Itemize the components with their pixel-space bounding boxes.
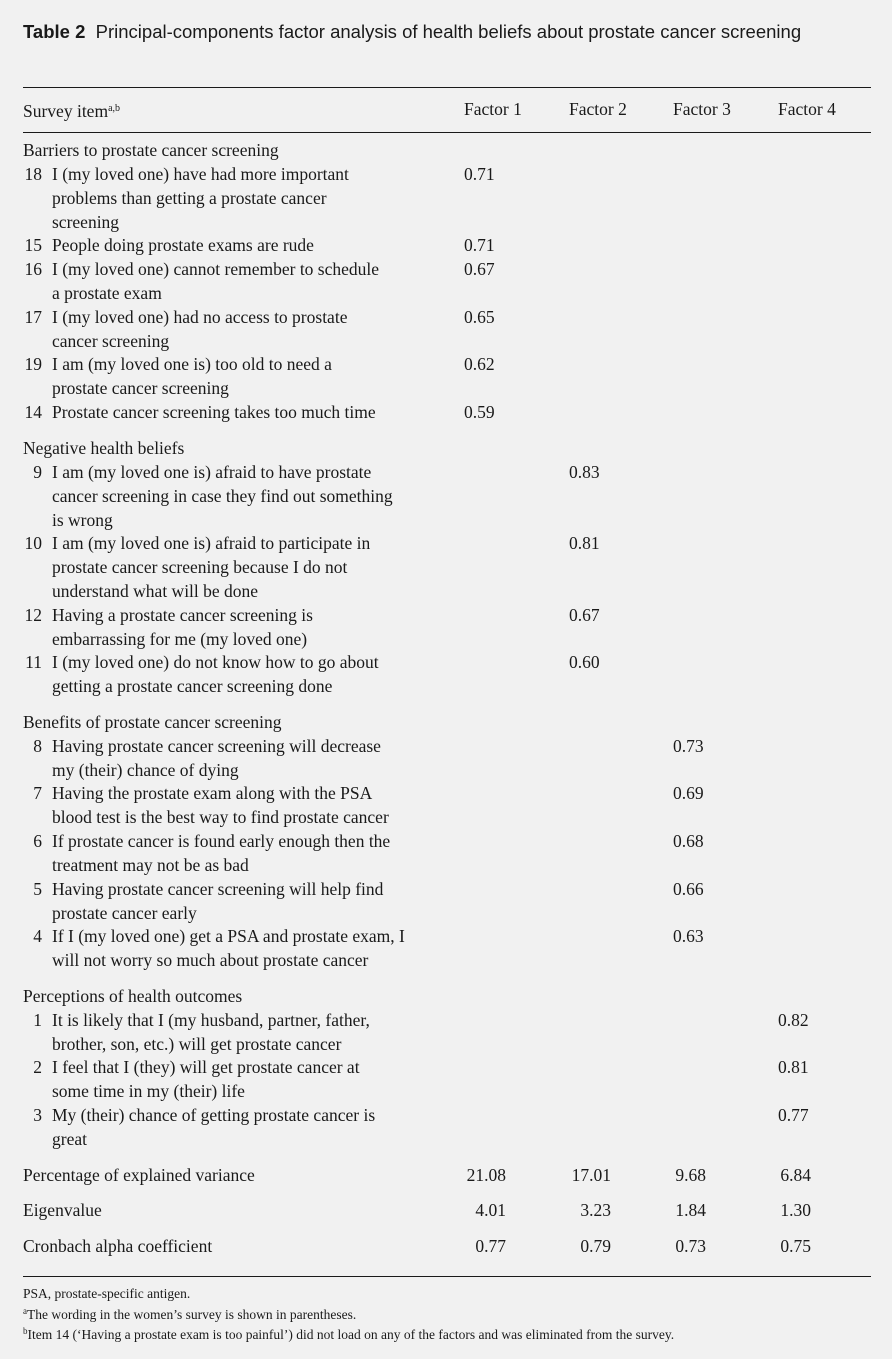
top-rule: [23, 87, 871, 88]
header-factor-4: Factor 4: [778, 99, 836, 119]
item-text: People doing prostate exams are rude: [52, 235, 314, 256]
factor-loading: 0.59: [464, 401, 495, 422]
footnote-a: $^a$The wording in the women’s survey is shown in parentheses.: [23, 1305, 357, 1322]
section-heading: Benefits of prostate cancer screening: [23, 712, 282, 732]
factor-loading: 0.73: [673, 735, 704, 756]
item-text: If prostate cancer is found early enough then the treatment may not be as bad: [52, 831, 391, 875]
item-number: 4: [33, 926, 42, 947]
factor-loading: 0.83: [569, 461, 600, 482]
item-text: I (my loved one) had no access to prostate cancer screening: [52, 306, 348, 351]
summary-value: 6.84: [780, 1165, 811, 1185]
item-number: 8: [33, 735, 42, 756]
summary-value: 4.01: [475, 1200, 506, 1220]
item-text: I feel that I (they) will get prostate cancer at some time in my (their) life: [52, 1057, 360, 1102]
item-text: Having the prostate exam along with the PSA blood test is the best way to find prostate cancer: [52, 783, 389, 828]
item-number: 17: [24, 306, 42, 327]
summary-value: 21.08: [466, 1165, 506, 1185]
factor-loading: 0.77: [778, 1105, 809, 1125]
header-footnote-mark: a,b: [108, 103, 121, 114]
item-number: 14: [24, 401, 42, 422]
item-text: It is likely that I (my husband, partner, father, brother, son, etc.) will get prostate cancer: [52, 1009, 370, 1054]
item-number: 5: [33, 878, 42, 899]
factor-loading: 0.67: [464, 259, 495, 279]
summary-value: 0.79: [580, 1236, 611, 1256]
item-text: Having a prostate cancer screening is embarrassing for me (my loved one): [52, 604, 313, 649]
header-factor-1: Factor 1: [464, 99, 522, 119]
item-text: I (my loved one) do not know how to go about getting a prostate cancer screening done: [52, 652, 379, 697]
factor-loading: 0.82: [778, 1009, 809, 1030]
header-factor-2: Factor 2: [569, 99, 627, 119]
factor-loading: 0.71: [464, 163, 495, 184]
summary-label: Percentage of explained variance: [23, 1165, 255, 1185]
item-number: 18: [24, 163, 42, 184]
summary-value: 0.73: [675, 1236, 706, 1256]
item-number: 16: [24, 259, 42, 279]
item-number: 12: [24, 604, 42, 625]
summary-value: 9.68: [675, 1165, 706, 1185]
factor-loading: 0.71: [464, 235, 495, 256]
header-rule: [23, 132, 871, 133]
bottom-rule: [23, 1276, 871, 1277]
summary-label: Eigenvalue: [23, 1200, 102, 1220]
item-number: 15: [24, 235, 42, 256]
item-text: Prostate cancer screening takes too much time: [52, 401, 376, 422]
item-text: Having prostate cancer screening will help find prostate cancer early: [52, 878, 384, 923]
summary-value: 17.01: [571, 1165, 611, 1185]
factor-loading: 0.63: [673, 926, 704, 947]
factor-loading: 0.81: [569, 533, 600, 554]
table-label: Table 2: [23, 21, 86, 42]
footnote-b: $^b$Item 14 (‘Having a prostate exam is too painful’) did not load on any of the factors and was eliminated from the survey.: [23, 1326, 675, 1342]
factor-loading: 0.68: [673, 831, 704, 851]
section-heading: Perceptions of health outcomes: [23, 986, 243, 1006]
item-number: 9: [33, 461, 42, 482]
table-title: [23, 20, 863, 44]
factor-loading: 0.66: [673, 878, 704, 899]
summary-value: 0.77: [475, 1236, 506, 1256]
summary-value: 3.23: [580, 1200, 611, 1220]
factor-loading: 0.60: [569, 652, 600, 673]
item-number: 19: [24, 354, 42, 375]
factor-loading: 0.67: [569, 604, 600, 625]
item-text: I (my loved one) have had more important problems than getting a prostate cancer screening: [52, 163, 349, 232]
header-survey-item: Survey item$^{a,b}$: [23, 101, 121, 121]
item-text: I (my loved one) cannot remember to schedule a prostate exam: [52, 259, 380, 303]
item-number: 3: [33, 1105, 42, 1125]
item-text: My (their) chance of getting prostate cancer is great: [52, 1105, 376, 1149]
factor-loading: 0.69: [673, 783, 704, 804]
table-caption: Principal-components factor analysis of health beliefs about prostate cancer screening: [95, 21, 802, 42]
item-text: I am (my loved one is) afraid to have prostate cancer screening in case they find out something is wrong: [52, 461, 393, 530]
summary-value: 1.30: [780, 1200, 811, 1220]
item-number: 2: [33, 1057, 42, 1078]
item-number: 1: [33, 1009, 42, 1030]
factor-loading: 0.65: [464, 306, 495, 327]
footnotes: [23, 1285, 873, 1344]
item-number: 11: [25, 652, 42, 673]
summary-value: 1.84: [675, 1200, 706, 1220]
item-text: Having prostate cancer screening will decrease my (their) chance of dying: [52, 735, 381, 780]
summary-label: Cronbach alpha coefficient: [23, 1236, 213, 1256]
header-factor-3: Factor 3: [673, 99, 731, 119]
item-number: 10: [24, 533, 42, 554]
factor-loading: 0.81: [778, 1057, 809, 1078]
item-number: 7: [33, 783, 42, 804]
item-text: I am (my loved one is) too old to need a prostate cancer screening: [52, 354, 332, 399]
section-heading: Negative health beliefs: [23, 438, 185, 458]
item-text: If I (my loved one) get a PSA and prostate exam, I will not worry so much about prostate cancer: [52, 926, 405, 971]
footnote-psa: PSA, prostate-specific antigen.: [23, 1286, 191, 1301]
factor-loading: 0.62: [464, 354, 495, 375]
summary-value: 0.75: [780, 1236, 811, 1256]
section-heading: Barriers to prostate cancer screening: [23, 140, 279, 160]
item-text: I am (my loved one is) afraid to participate in prostate cancer screening because I do not understand what will be done: [52, 533, 371, 602]
item-number: 6: [33, 831, 42, 851]
